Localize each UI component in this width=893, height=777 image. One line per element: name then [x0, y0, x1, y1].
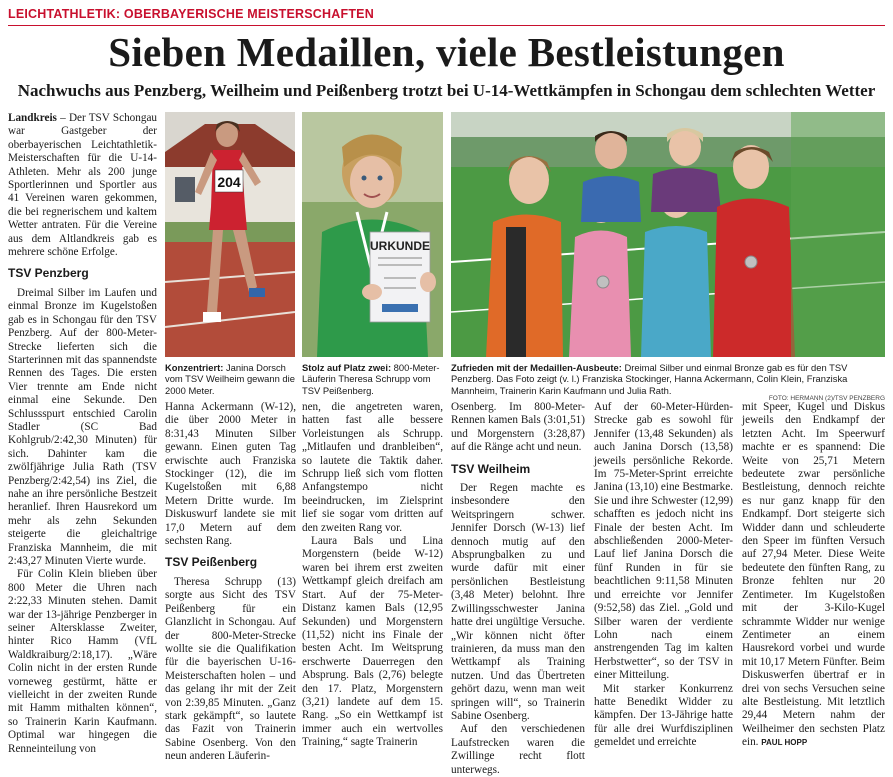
article-column-2 [165, 401, 296, 763]
kicker-rule [8, 25, 885, 26]
article-column-6 [742, 401, 885, 749]
paragraph: Mit starker Konkurrenz hatte Benedikt Widder zu kämpfen. Der 13-Jährige hatte für alle drei Wurfdisziplinen gemeldet und erreichte [594, 682, 733, 749]
headline: Sieben Medaillen, viele Bestleistungen [108, 29, 785, 75]
subheadline: Nachwuchs aus Penzberg, Weilheim und Peißenberg trotzt bei U-14-Wettkämpfen in Schongau dem schlechten Wetter [17, 81, 876, 100]
section-heading-penzberg: TSV Penzberg [8, 266, 89, 281]
certificate-title: URKUNDE [370, 239, 430, 253]
paragraph: Für Colin Klein blieben über 800 Meter die Uhren nach 2:22,33 Minuten stehen. Damit war der 13-jährige Penzberger in seiner Altersklasse Zweiter, hinter Rico Hamm (VfL Waldkraiburg/2:18,17). „Wäre Colin nicht in der ersten Runde vorneweg gestürmt, hätte er vielleicht in der zweiten Runde mit Hamm mithalten können“, so Trainerin Karin Kaufmann. Optimal war hingegen die Renneinteilung von [8, 568, 157, 755]
paragraph: Auf den verschiedenen Laufstrecken waren die Zwillinge recht flott unterwegs. [451, 723, 585, 776]
paragraph: Theresa Schrupp (13) sorgte aus Sicht des TSV Peißenberg für ein Glanzlicht in Schongau. Auf der 800-Meter-Strecke wollte sie die Qualifikation für die bayerischen U-16-Meisterschaften holen – und das gelang ihr mit der Zeit von 2:39,85 Minuten. „Ganz stark gekämpft“, so lautete das Fazit von Trainerin Sabine Osenberg. Von den neun anderen Läuferin- [165, 575, 296, 763]
photo-certificate [302, 112, 443, 357]
kicker: LEICHTATHLETIK: OBERBAYERISCHE MEISTERSCHAFTEN [8, 7, 374, 21]
article-column-1 [8, 112, 157, 755]
section-heading-weilheim: TSV Weilheim [451, 461, 531, 476]
section-heading-peissenberg: TSV Peißenberg [165, 555, 258, 570]
author-byline: PAUL HOPP [761, 738, 808, 748]
paragraph: Dreimal Silber im Laufen und einmal Bronze im Kugelstoßen gab es in Schongau für den TSV Penzberg. Auf der 800-Meter-Strecke lieferten sich die Starterinnen mit das spannendste Rennen des Tages. Die ersten Vier trennte am Ende nicht einmal eine Sekunde. Den Schlussspurt entschied Carolin Stadler (SC Bad Kohlgrub/2:42,30 Minuten) für sich. Dahinter kam die zwölfjährige Julia Rath (TSV Penzberg/2:42,54) ins Ziel, die nahe an ihre persönliche Bestzeit heranlief. Ihren Hausrekord um mehr als zehn Sekunden steigerte die gleichaltrige Franziska Mannheim, die mit 2:43,27 Minuten Vierte wurde. [8, 286, 157, 567]
paragraph: nen, die angetreten waren, hatten fast alle bessere Vorleistungen als Schrupp. „Mitlaufen und dranbleiben“, so lautete die Taktik daher. Schrupp ließ sich vom flotten Anfangstempo nicht beeindrucken, im Zielsprint lief sie sogar vom dritten auf den zweiten Rang vor. [302, 401, 443, 534]
paragraph: Osenberg. Im 800-Meter-Rennen kamen Bals (3:01,51) und Morgenstern (3:28,87) auf die Ränge acht und neun. [451, 401, 585, 454]
intro-paragraph: Landkreis – Der TSV Schongau war Gastgeber der oberbayerischen Leichtathletik-Meisterschaften für die U-14-Athleten. Mehr als 200 junge Sportlerinnen und Sportler aus 41 Vereinen waren gekommen, die bei regnerischem und kaltem Wetter antraten. Für die Vereine aus dem Altlandkreis gab es mehrere schöne Erfolge. [8, 112, 157, 259]
article-column-3 [302, 401, 443, 749]
paragraph: Laura Bals und Lina Morgenstern (beide W-12) waren bei ihrem erst zweiten Wettkampf gleich dreifach am Start. Auf der 75-Meter-Distanz kamen Bals (12,95 Sekunden) und Morgenstern (11,52) nicht ins Finale der besten Acht. Im Weitsprung erschwerte Dauerregen den Absprung. Bals (2,76) belegte den 17. Platz, Morgenstern (3,21) landete auf dem 15. Rang. „So ein Wettkampf ist immer auch ein wertvolles Training,“ sagte Trainerin [302, 535, 443, 749]
photo-group [451, 112, 885, 357]
article-column-4 [451, 401, 585, 776]
bib-number: 204 [217, 174, 241, 190]
caption-certificate: Stolz auf Platz zwei: 800-Meter-Läuferin Theresa Schrupp vom TSV Peißenberg. [302, 362, 440, 396]
caption-runner: Konzentriert: Janina Dorsch vom TSV Weilheim gewann die 2000 Meter. [165, 362, 295, 396]
paragraph: Der Regen machte es insbesondere den Weitspringern schwer. Jennifer Dorsch (W-13) lief dennoch mutig auf den Absprungbalken zu und wurde dafür mit einer persönlichen Bestleistung (3,48 Meter) belohnt. Ihre Zwillingsschwester Janina hatte drei ungültige Versuche. „Wir können nicht öfter trainieren, da muss man den Wettkampf als Training nutzen. Und das Übertreten gehört dazu, wenn man weit springen will“, so Trainerin Sabine Osenberg. [451, 482, 585, 722]
caption-group: Zufrieden mit der Medaillen-Ausbeute: Dreimal Silber und einmal Bronze gab es für den TSV Penzberg. Das Foto zeigt (v. l.) Franziska Stockinger, Hanna Ackermann, Colin Klein, Franziska Mannheim, Trainerin Karin Kaufmann und Julia Rath. [451, 362, 848, 396]
paragraph: Hanna Ackermann (W-12), die über 2000 Meter in 8:31,43 Minuten Silber gewann. Einen guten Tag erwischte auch Franziska Stockinger (12), die im Kugelstoßen mit 6,88 Metern Dritte wurde. Im Diskuswurf landete sie mit 17,0 Metern auf dem sechsten Rang. [165, 401, 296, 548]
photo-runner [165, 112, 295, 357]
paragraph: Auf der 60-Meter-Hürden-Strecke gab es sowohl für Jennifer (13,48 Sekunden) als auch Janina Dorsch (13,58) jeweils persönliche Rekorde. Im 75-Meter-Sprint erreichte Janina (13,10) eine Bestmarke. Sie und ihre Schwester (12,99) schafften es jedoch nicht ins Finale der besten Acht. Im abschließenden 2000-Meter-Lauf lief Janina Dorsch die fünf Runden in für sie beachtlichen 9:11,58 Minuten und erreichte vor Jennifer (9:52,58) das Ziel. „Gold und Silber waren der verdiente Lohn nach einem anstrengenden Tag im kalten Herbstwetter“, so der TSV in einer Mitteilung. [594, 401, 733, 682]
article-column-5 [594, 401, 733, 749]
photo-credit: FOTO: HERMANN (2)/TSV PENZBERG [768, 395, 885, 402]
paragraph: mit Speer, Kugel und Diskus jeweils den Endkampf der letzten Acht. Im Speerwurf machte er es spannend: Die Weite von 25,71 Metern bedeutete zwar persönliche Bestleistung, dennoch reichte es nur ganz knapp für den Endkampf. Dort steigerte sich Widder dann und schleuderte den Speer im fünften Versuch auf 27,94 Meter. Diese Weite bedeutete den fünften Rang, zu Bronze fehlten nur 20 Zentimeter. Im Kugelstoßen mit der 3-Kilo-Kugel schrammte Widder nur wenige Zentimeter an einem Hausrekord vorbei und wurde mit 10,17 Metern Fünfter. Beim Diskuswerfen übertraf er in drei von sechs Versuchen seine alte Bestleistung. Mit letztlich 29,44 Metern nahm der Weilheimer den sechsten Platz ein. PAUL HOPP [742, 401, 885, 749]
